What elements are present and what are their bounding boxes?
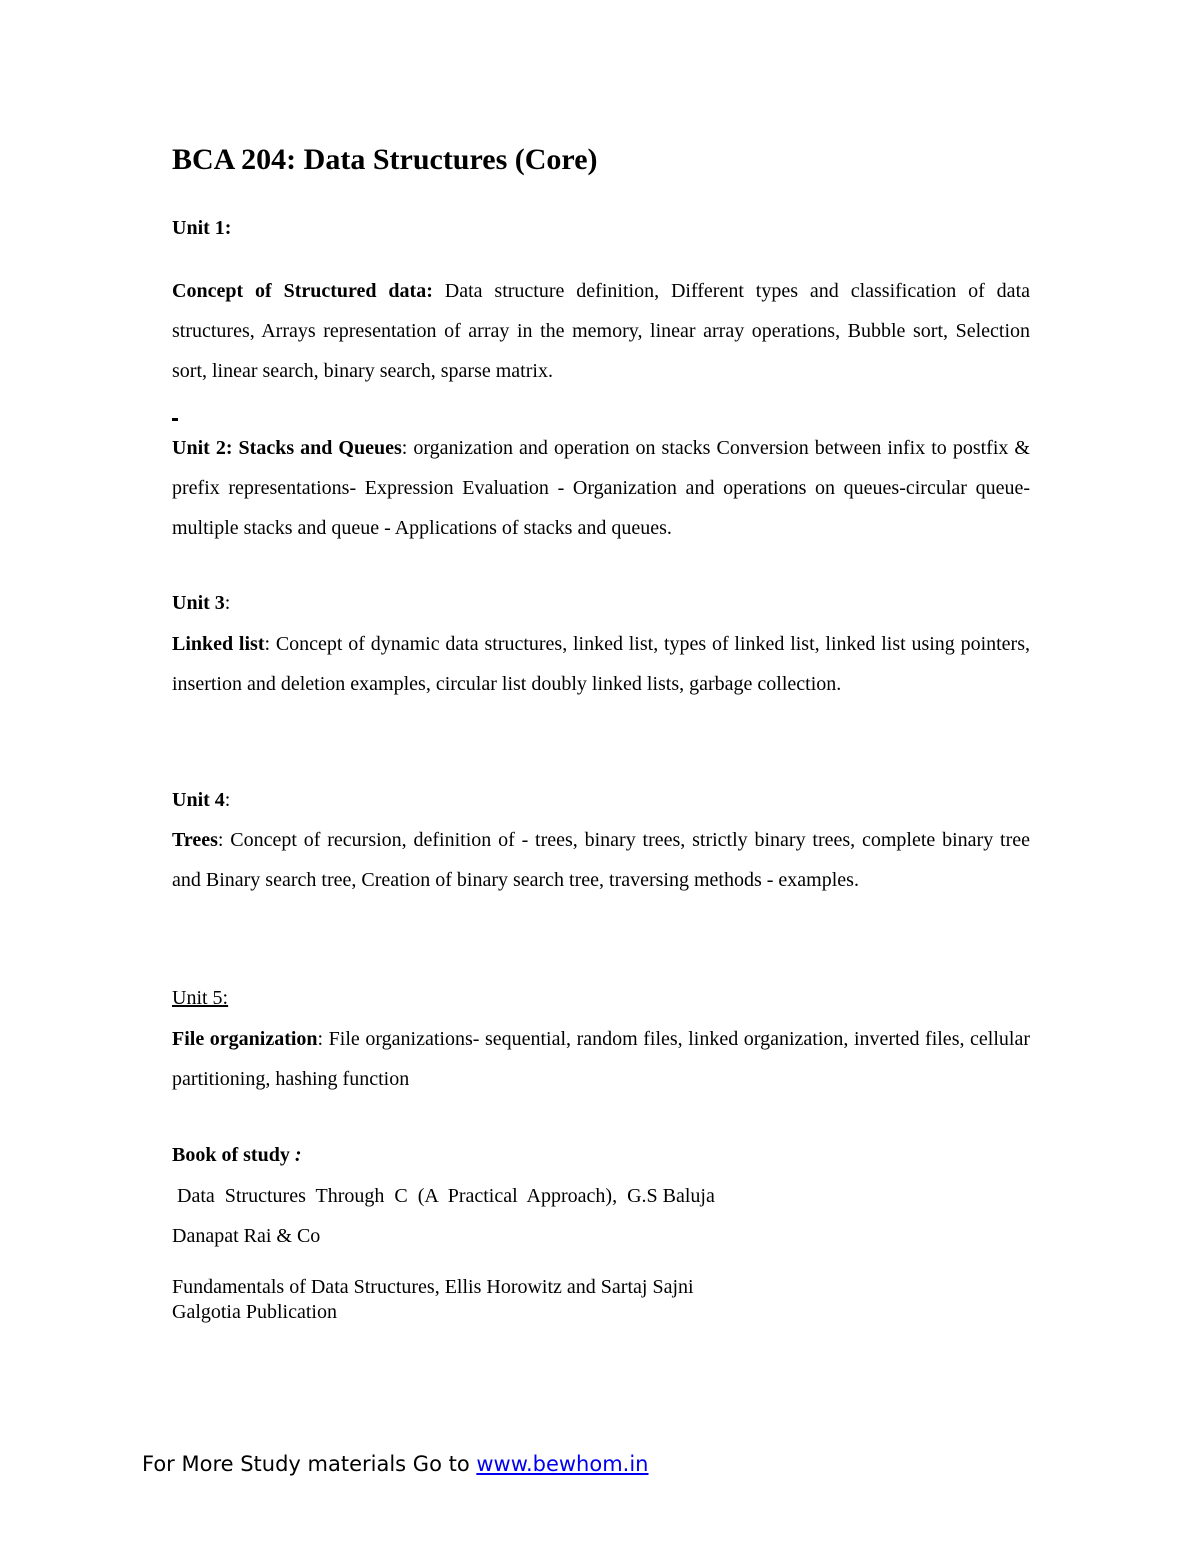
footer-text: For More Study materials Go to — [142, 1452, 477, 1476]
book-of-study-colon: : — [289, 1144, 302, 1166]
footer-note — [142, 1452, 649, 1476]
unit5-heading — [172, 984, 1030, 1012]
footer-link[interactable]: www.bewhom.in — [476, 1452, 649, 1476]
unit3-topic: Linked list — [172, 633, 265, 655]
unit3-heading — [172, 589, 1030, 617]
unit5-topic: File organization — [172, 1028, 318, 1050]
unit4-body: : Concept of recursion, definition of - trees, binary trees, strictly binary trees, complete binary tree and Binary search tree, Creation of binary search tree, traversing methods - examples. — [172, 829, 1030, 891]
book-of-study-heading — [172, 1141, 301, 1169]
unit1-heading-text: Unit 1: — [172, 217, 232, 239]
document-title: BCA 204: Data Structures (Core) — [172, 143, 598, 176]
unit1-heading — [172, 214, 1030, 242]
book2-publisher: Galgotia Publication — [172, 1301, 337, 1323]
unit1-body: Data structure definition, Different types and classification of data structures, Arrays representation of array in the memory, linear array operations, Bubble sort, Selection sort, linear search, binary search, sparse matrix. — [172, 280, 1030, 382]
unit2-heading: Unit 2: Stacks and Queues — [172, 437, 402, 459]
unit4-heading-text: Unit 4 — [172, 789, 225, 811]
book-of-study-label: Book of study — [172, 1144, 290, 1166]
book1-title: Data Structures Through C (A Practical Approach), G.S Baluja — [172, 1185, 715, 1207]
unit3-heading-text: Unit 3 — [172, 592, 225, 614]
unit4-heading — [172, 786, 1030, 814]
unit1-topic: Concept of Structured data: — [172, 280, 433, 302]
unit3-body: : Concept of dynamic data structures, linked list, types of linked list, linked list using pointers, insertion and deletion examples, circular list doubly linked lists, garbage collection. — [172, 633, 1030, 695]
book1-publisher: Danapat Rai & Co — [172, 1225, 321, 1247]
book2-title: Fundamentals of Data Structures, Ellis Horowitz and Sartaj Sajni — [172, 1276, 694, 1298]
unit3-paragraph — [172, 624, 1030, 704]
unit4-topic: Trees — [172, 829, 218, 851]
unit1-paragraph — [172, 271, 1030, 391]
unit2-paragraph — [172, 428, 1030, 548]
unit3-heading-suffix: : — [224, 592, 231, 614]
unit5-body: : File organizations- sequential, random files, linked organization, inverted files, cellular partitioning, hashing function — [172, 1028, 1030, 1090]
unit5-paragraph — [172, 1019, 1030, 1099]
unit4-heading-suffix: : — [224, 789, 231, 811]
unit5-heading-text: Unit 5: — [172, 987, 229, 1009]
unit4-paragraph — [172, 820, 1030, 900]
stray-dash-mark — [172, 418, 178, 421]
unit2-body: : organization and operation on stacks Conversion between infix to postfix & prefix representations- Expression Evaluation - Organization and operations on queues-circular queue-multiple stacks and queue - Applications of stacks and queues. — [172, 437, 1030, 539]
